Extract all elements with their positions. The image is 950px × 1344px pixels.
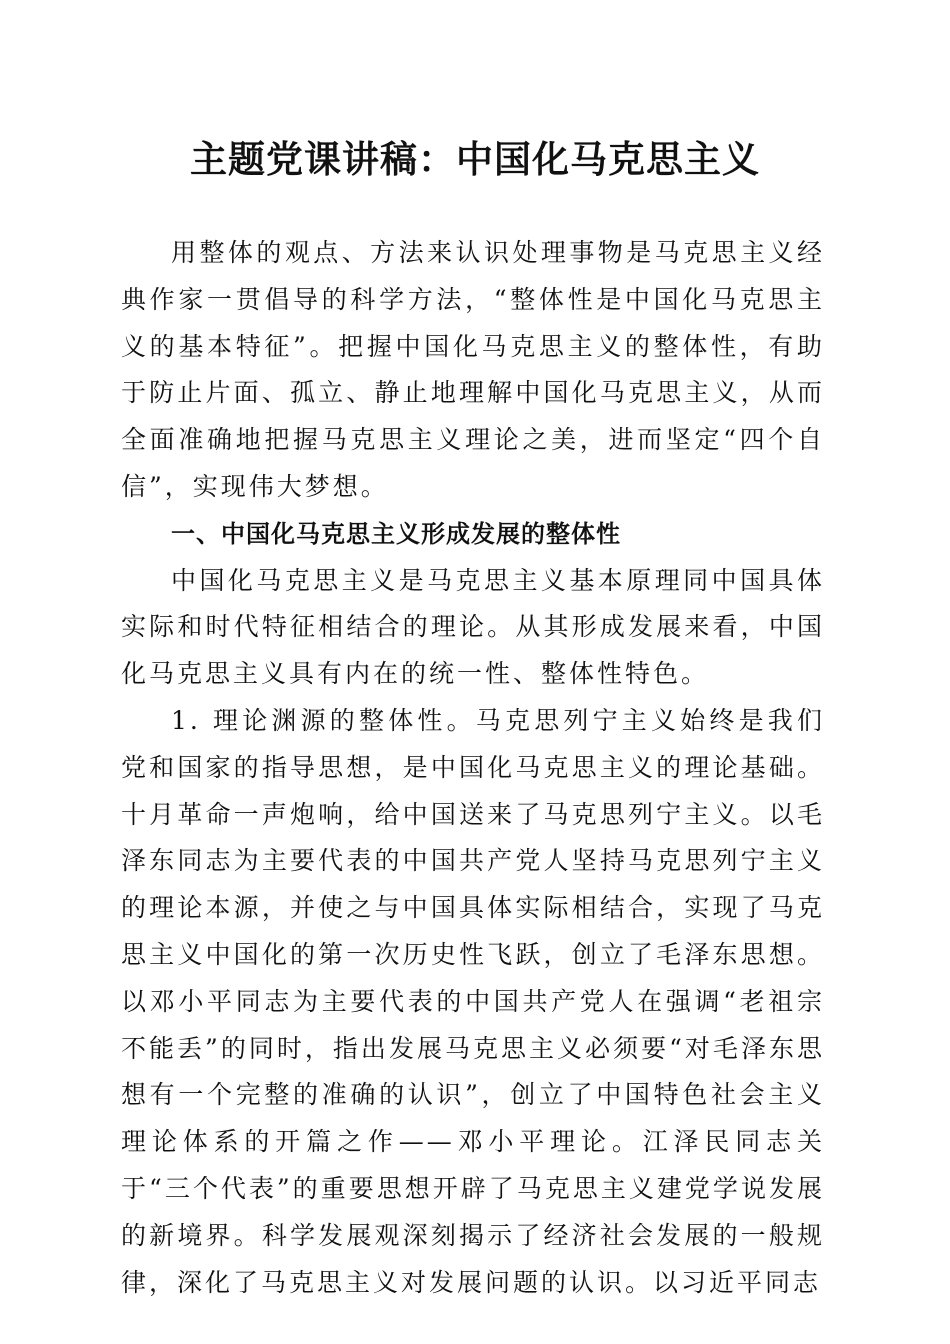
section-heading: 一、中国化马克思主义形成发展的整体性: [171, 519, 621, 548]
document-title: 主题党课讲稿：中国化马克思主义: [190, 137, 760, 181]
section-paragraph: 中国化马克思主义是马克思主义基本原理同中国具体实际和时代特征相结合的理论。从其形成发展来看，中国化马克思主义具有内在的统一性、整体性特色。: [121, 565, 825, 689]
document-body: [121, 230, 825, 1306]
intro-paragraph: 用整体的观点、方法来认识处理事物是马克思主义经典作家一贯倡导的科学方法，“整体性是中国化马克思主义的基本特征”。把握中国化马克思主义的整体性，有助于防止片面、孤立、静止地理解中国化马克思主义，从而全面准确地把握马克思主义理论之美，进而坚定“四个自信”，实现伟大梦想。: [121, 238, 825, 501]
point-paragraph: 1. 理论渊源的整体性。马克思列宁主义始终是我们党和国家的指导思想，是中国化马克思主义的理论基础。十月革命一声炮响，给中国送来了马克思列宁主义。以毛泽东同志为主要代表的中国共产党人坚持马克思列宁主义的理论本源，并使之与中国具体实际相结合，实现了马克思主义中国化的第一次历史性飞跃，创立了毛泽东思想。以邓小平同志为主要代表的中国共产党人在强调“老祖宗不能丢”的同时，指出发展马克思主义必须要“对毛泽东思想有一个完整的准确的认识”，创立了中国特色社会主义理论体系的开篇之作——邓小平理论。江泽民同志关于“三个代表”的重要思想开辟了马克思主义建党学说发展的新境界。科学发展观深刻揭示了经济社会发展的一般规律，深化了马克思主义对发展问题的认识。以习近平同志: [121, 705, 825, 1297]
